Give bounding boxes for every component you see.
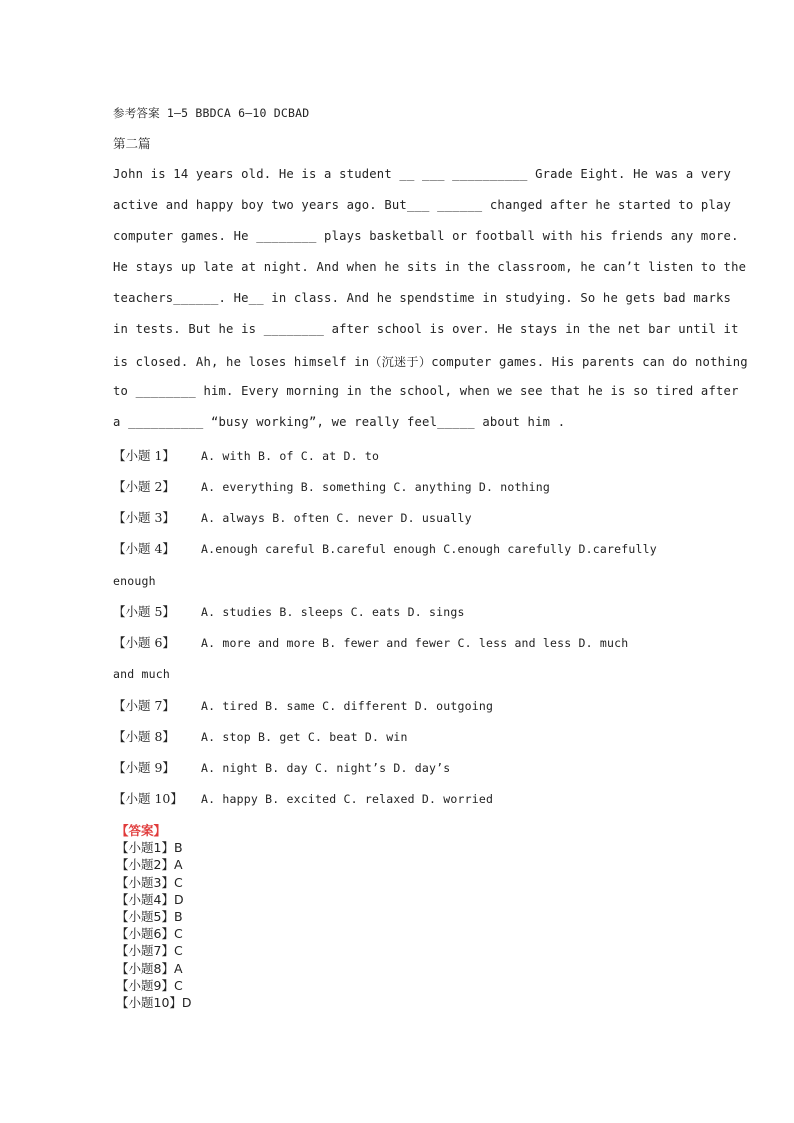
question-4-continuation: enough (113, 574, 156, 588)
answer-key-tag: 【答案】 (116, 823, 167, 838)
question-10 (113, 791, 683, 807)
question-options: A. always B. often C. never D. usually (201, 511, 472, 525)
passage-line: John is 14 years old. He is a student __ ___ __________ Grade Eight. He was a very (113, 167, 732, 181)
question-label: 【小题 4】 (113, 541, 175, 556)
passage-line: computer games. He ________ plays basketball or football with his friends any more. (113, 229, 739, 243)
passage-line: in tests. But he is ________ after school is over. He stays in the net bar until it (113, 322, 739, 336)
question-label: 【小题 2】 (113, 479, 175, 494)
question-6 (113, 635, 683, 651)
question-2 (113, 479, 683, 495)
section-title: 第二篇 (113, 136, 151, 151)
question-label: 【小题 5】 (113, 604, 175, 619)
question-label: 【小题 8】 (113, 729, 175, 744)
passage-line: to ________ him. Every morning in the school, when we see that he is so tired after (113, 384, 739, 398)
question-options: A. night B. day C. night’s D. day’s (201, 761, 451, 775)
question-label: 【小题 3】 (113, 510, 175, 525)
passage-line: active and happy boy two years ago. But___ ______ changed after he started to play (113, 198, 732, 212)
answer-item: 【小题7】C (116, 943, 183, 959)
question-options: A. happy B. excited C. relaxed D. worried (201, 792, 494, 806)
passage-line: is closed. Ah, he loses himself in（沉迷于）computer games. His parents can do nothing (113, 355, 748, 369)
question-options: A. everything B. something C. anything D. nothing (201, 480, 551, 494)
passage-line: He stays up late at night. And when he sits in the classroom, he can’t listen to the (113, 260, 747, 274)
question-options: A. tired B. same C. different D. outgoing (201, 699, 494, 713)
question-options: A. stop B. get C. beat D. win (201, 730, 408, 744)
question-6-continuation: and much (113, 667, 170, 681)
answer-key-header (113, 105, 683, 121)
passage-line: teachers______. He__ in class. And he spendstime in studying. So he gets bad marks (113, 291, 732, 305)
answer-item: 【小题4】D (116, 891, 184, 907)
answer-item: 【小题1】B (116, 840, 183, 856)
answer-item: 【小题2】A (116, 857, 183, 873)
question-3 (113, 510, 683, 526)
question-1 (113, 448, 683, 464)
question-label: 【小题 10】 (113, 791, 183, 806)
answer-item: 【小题9】C (116, 977, 183, 993)
answer-item: 【小题8】A (116, 960, 183, 976)
passage-line: a __________ “busy working”, we really feel_____ about him . (113, 415, 566, 429)
question-4 (113, 541, 683, 557)
answer-key (116, 822, 192, 1011)
question-options: A.enough careful B.careful enough C.enough carefully D.carefully (201, 542, 657, 556)
question-options: A. with B. of C. at D. to (201, 449, 380, 463)
answer-item: 【小题3】C (116, 874, 183, 890)
question-label: 【小题 7】 (113, 698, 175, 713)
answer-item: 【小题10】D (116, 995, 192, 1011)
answer-key-header-text: 参考答案 1—5 BBDCA 6—10 DCBAD (113, 106, 310, 120)
question-options: A. more and more B. fewer and fewer C. less and less D. much (201, 636, 629, 650)
question-9 (113, 760, 683, 776)
question-7 (113, 698, 683, 714)
question-8 (113, 729, 683, 745)
question-label: 【小题 9】 (113, 760, 175, 775)
question-options: A. studies B. sleeps C. eats D. sings (201, 605, 465, 619)
question-label: 【小题 6】 (113, 635, 175, 650)
answer-item: 【小题6】C (116, 926, 183, 942)
question-5 (113, 604, 683, 620)
answer-item: 【小题5】B (116, 909, 183, 925)
question-label: 【小题 1】 (113, 448, 175, 463)
